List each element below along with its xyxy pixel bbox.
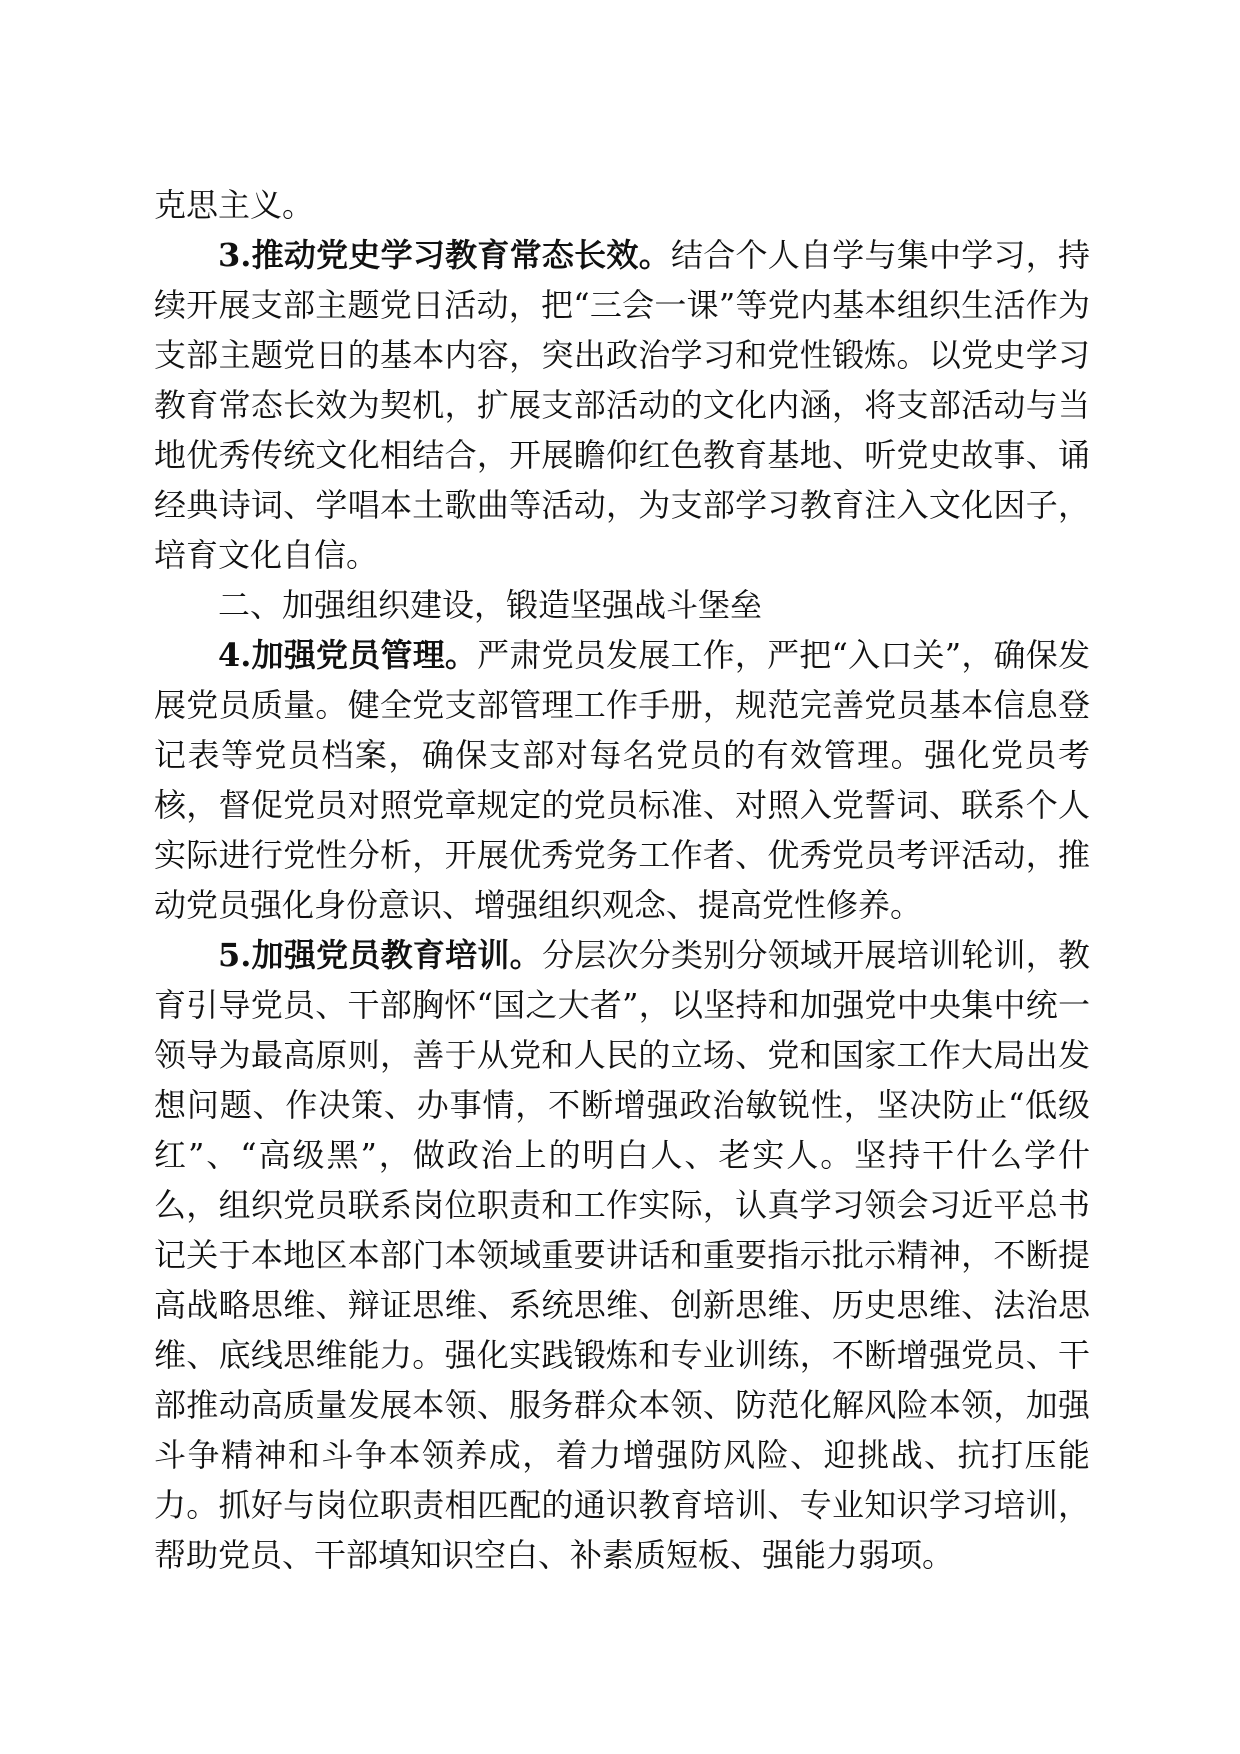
paragraph-3 bbox=[154, 230, 1090, 580]
paragraph-4-text: 严肃党员发展工作，严把“入口关”，确保发展党员质量。健全党支部管理工作手册，规范完善党员基本信息登记表等党员档案，确保支部对每名党员的有效管理。强化党员考核，督促党员对照党章规定的党员标准、对照入党誓词、联系个人实际进行党性分析，开展优秀党务工作者、优秀党员考评活动，推动党员强化身份意识、增强组织观念、提高党性修养。 bbox=[154, 636, 1090, 924]
paragraph-4-lead: 4.加强党员管理。 bbox=[218, 636, 478, 674]
section-heading-2: 二、加强组织建设，锻造坚强战斗堡垒 bbox=[218, 586, 763, 624]
paragraph-5-text: 分层次分类别分领域开展培训轮训，教育引导党员、干部胸怀“国之大者”，以坚持和加强党中央集中统一领导为最高原则，善于从党和人民的立场、党和国家工作大局出发想问题、作决策、办事情，不断增强政治敏锐性，坚决防止“低级红”、“高级黑”，做政治上的明白人、老实人。坚持干什么学什么，组织党员联系岗位职责和工作实际，认真学习领会习近平总书记关于本地区本部门本领域重要讲话和重要指示批示精神，不断提高战略思维、辩证思维、系统思维、创新思维、历史思维、法治思维、底线思维能力。强化实践锻炼和专业训练，不断增强党员、干部推动高质量发展本领、服务群众本领、防范化解风险本领，加强斗争精神和斗争本领养成，着力增强防风险、迎挑战、抗打压能力。抓好与岗位职责相匹配的通识教育培训、专业知识学习培训，帮助党员、干部填知识空白、补素质短板、强能力弱项。 bbox=[154, 936, 1090, 1574]
continuation-text: 克思主义。 bbox=[154, 186, 315, 224]
document-body bbox=[154, 180, 1090, 1580]
paragraph-continuation bbox=[154, 180, 1090, 230]
paragraph-5 bbox=[154, 930, 1090, 1580]
paragraph-5-lead: 5.加强党员教育培训。 bbox=[218, 936, 542, 974]
paragraph-3-lead: 3.推动党史学习教育常态长效。 bbox=[218, 236, 671, 274]
paragraph-3-text: 结合个人自学与集中学习，持续开展支部主题党日活动，把“三会一课”等党内基本组织生活作为支部主题党日的基本内容，突出政治学习和党性锻炼。以党史学习教育常态长效为契机，扩展支部活动的文化内涵，将支部活动与当地优秀传统文化相结合，开展瞻仰红色教育基地、听党史故事、诵经典诗词、学唱本土歌曲等活动，为支部学习教育注入文化因子，培育文化自信。 bbox=[154, 236, 1090, 574]
paragraph-4 bbox=[154, 630, 1090, 930]
